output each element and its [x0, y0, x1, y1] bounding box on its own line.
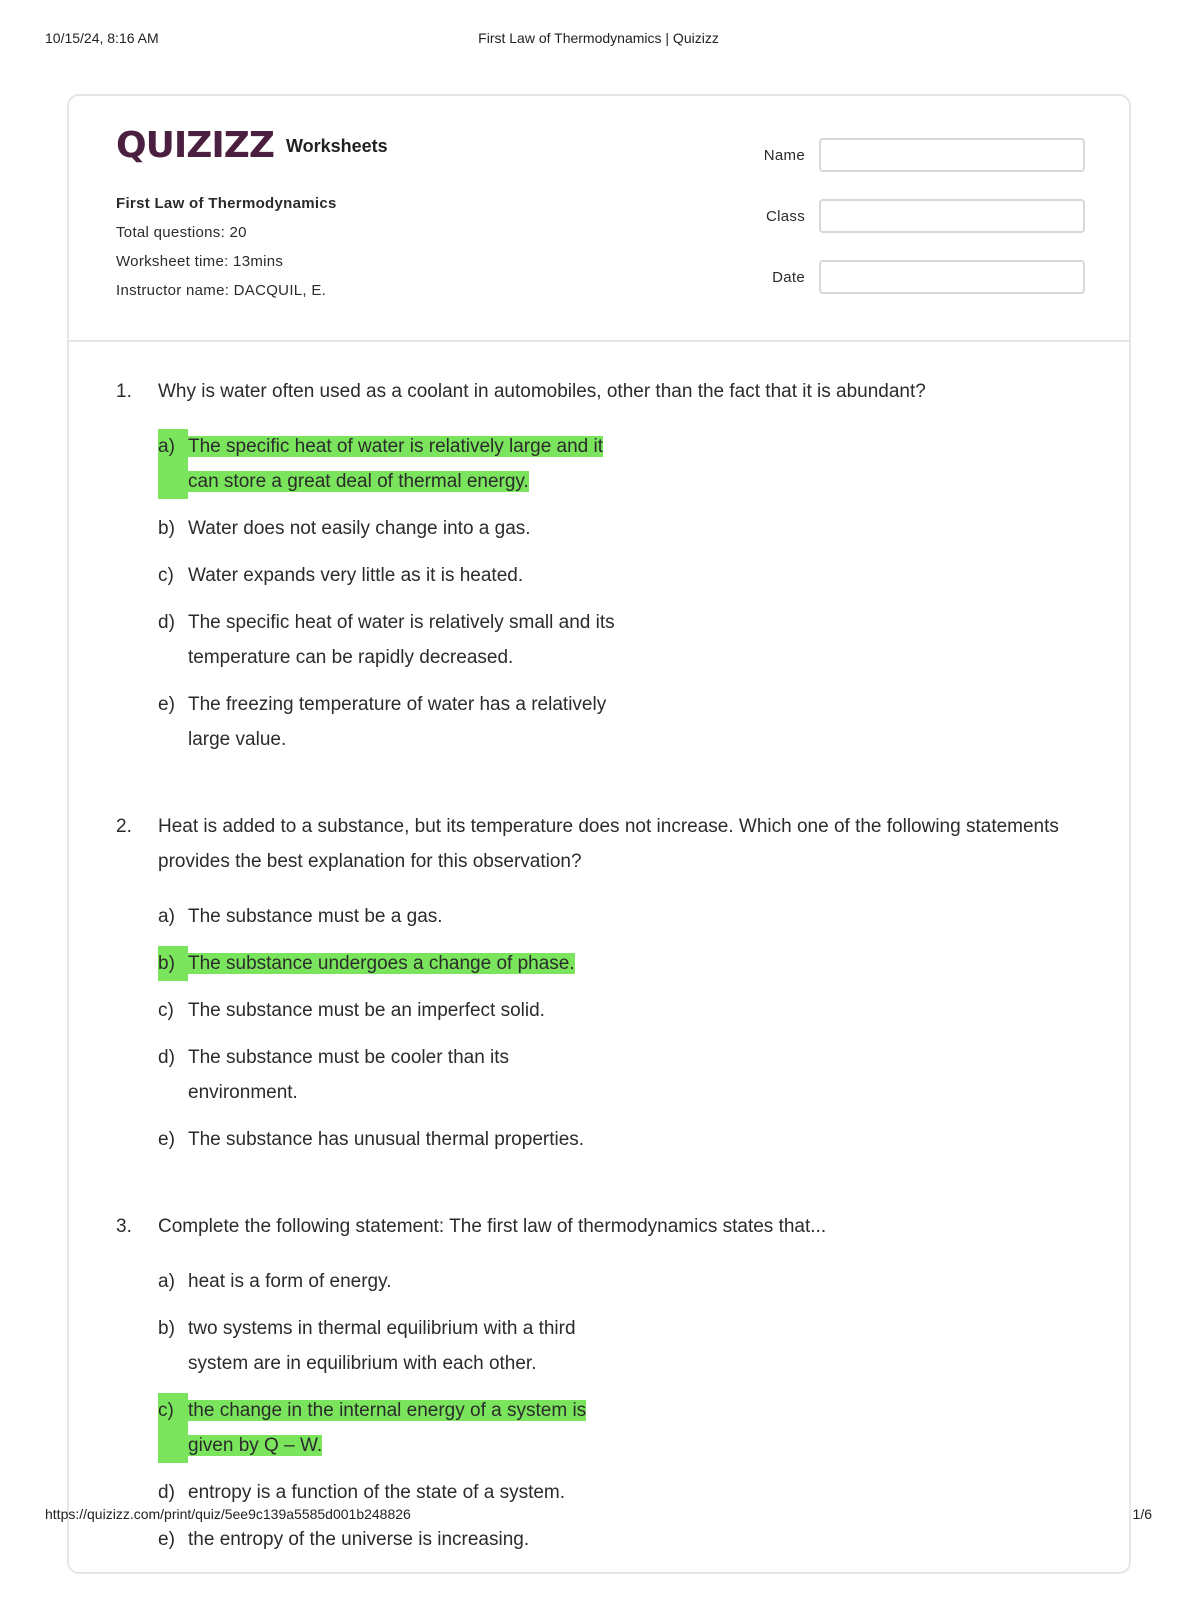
worksheet-time: Worksheet time: 13mins — [116, 253, 284, 270]
option-text: the change in the internal energy of a system is given by Q – W. — [188, 1400, 587, 1456]
print-datetime: 10/15/24, 8:16 AM — [45, 30, 159, 46]
option-text: The substance has unusual thermal properties. — [188, 1129, 585, 1150]
answer-option — [158, 1475, 627, 1510]
option-text: two systems in thermal equilibrium with a third system are in equilibrium with each other. — [188, 1318, 576, 1374]
answer-option — [158, 511, 627, 546]
answer-option — [158, 429, 627, 499]
option-text: The substance undergoes a change of phase. — [188, 953, 575, 974]
answer-option — [158, 1311, 627, 1381]
answer-option — [158, 993, 627, 1028]
option-letter: c) — [158, 1393, 188, 1463]
date-field-row — [759, 260, 1085, 294]
option-text: The specific heat of water is relatively large and it can store a great deal of thermal energy. — [188, 436, 604, 492]
option-text: Water expands very little as it is heated. — [188, 565, 524, 586]
option-letter: c) — [158, 1000, 174, 1021]
option-letter: a) — [158, 906, 175, 927]
question-text: Why is water often used as a coolant in automobiles, other than the fact that it is abundant? — [158, 381, 926, 402]
option-letter: a) — [158, 429, 188, 499]
answer-option — [158, 1522, 627, 1557]
answer-option — [158, 1122, 627, 1157]
option-text: The substance must be a gas. — [188, 906, 443, 927]
total-questions: Total questions: 20 — [116, 224, 247, 241]
question-list — [116, 374, 1086, 1609]
option-text: Water does not easily change into a gas. — [188, 518, 531, 539]
class-field-row — [759, 199, 1085, 233]
option-text: The substance must be an imperfect solid. — [188, 1000, 545, 1021]
date-field[interactable] — [819, 260, 1085, 294]
option-text: the entropy of the universe is increasing. — [188, 1529, 530, 1550]
option-letter: d) — [158, 1047, 175, 1068]
option-letter: c) — [158, 565, 174, 586]
quizizz-logo — [116, 125, 388, 166]
answer-option — [158, 1264, 627, 1299]
class-field[interactable] — [819, 199, 1085, 233]
option-text: The freezing temperature of water has a relatively large value. — [188, 694, 607, 750]
answer-option — [158, 605, 627, 675]
option-letter: e) — [158, 1529, 175, 1550]
option-letter: b) — [158, 1318, 175, 1339]
question — [116, 374, 1086, 769]
option-text: The substance must be cooler than its environment. — [188, 1047, 510, 1103]
option-text: The specific heat of water is relatively small and its temperature can be rapidly decreased. — [188, 612, 615, 668]
date-label: Date — [772, 268, 805, 286]
class-label: Class — [765, 207, 805, 225]
logo-subtitle: Worksheets — [285, 135, 388, 156]
answer-option — [158, 687, 627, 757]
instructor-name: Instructor name: DACQUIL, E. — [116, 282, 327, 299]
worksheet-meta — [116, 194, 337, 310]
print-header — [45, 30, 1152, 46]
worksheet-card — [67, 94, 1131, 1574]
logo-wordmark: QUIZIZZ — [116, 125, 274, 166]
page-number: 1/6 — [1132, 1506, 1152, 1522]
worksheet-header — [69, 96, 1129, 342]
option-text: entropy is a function of the state of a system. — [188, 1482, 566, 1503]
option-letter: b) — [158, 946, 188, 981]
option-letter: d) — [158, 612, 175, 633]
answer-option — [158, 1393, 627, 1463]
answer-option — [158, 946, 627, 981]
option-letter: b) — [158, 518, 175, 539]
question-number: 1. — [116, 381, 132, 402]
answer-options — [158, 1264, 1086, 1569]
option-letter: a) — [158, 1271, 175, 1292]
answer-option — [158, 899, 627, 934]
question-text: Complete the following statement: The first law of thermodynamics states that... — [158, 1216, 827, 1237]
name-field[interactable] — [819, 138, 1085, 172]
name-field-row — [759, 138, 1085, 172]
answer-options — [158, 899, 1086, 1169]
question-number: 2. — [116, 816, 132, 837]
option-letter: e) — [158, 1129, 175, 1150]
print-title: First Law of Thermodynamics | Quizizz — [478, 30, 719, 46]
option-text: heat is a form of energy. — [188, 1271, 392, 1292]
answer-option — [158, 558, 627, 593]
question-number: 3. — [116, 1216, 132, 1237]
print-footer — [45, 1506, 1152, 1522]
question-text: Heat is added to a substance, but its temperature does not increase. Which one of the following statements provides the best explanation for this observation? — [158, 816, 1059, 872]
answer-options — [158, 429, 1086, 769]
option-letter: e) — [158, 694, 175, 715]
option-letter: d) — [158, 1482, 175, 1503]
worksheet-title: First Law of Thermodynamics — [116, 195, 337, 212]
answer-option — [158, 1040, 627, 1110]
print-url: https://quizizz.com/print/quiz/5ee9c139a5585d001b248826 — [45, 1506, 411, 1522]
name-label: Name — [763, 146, 805, 164]
question — [116, 809, 1086, 1169]
